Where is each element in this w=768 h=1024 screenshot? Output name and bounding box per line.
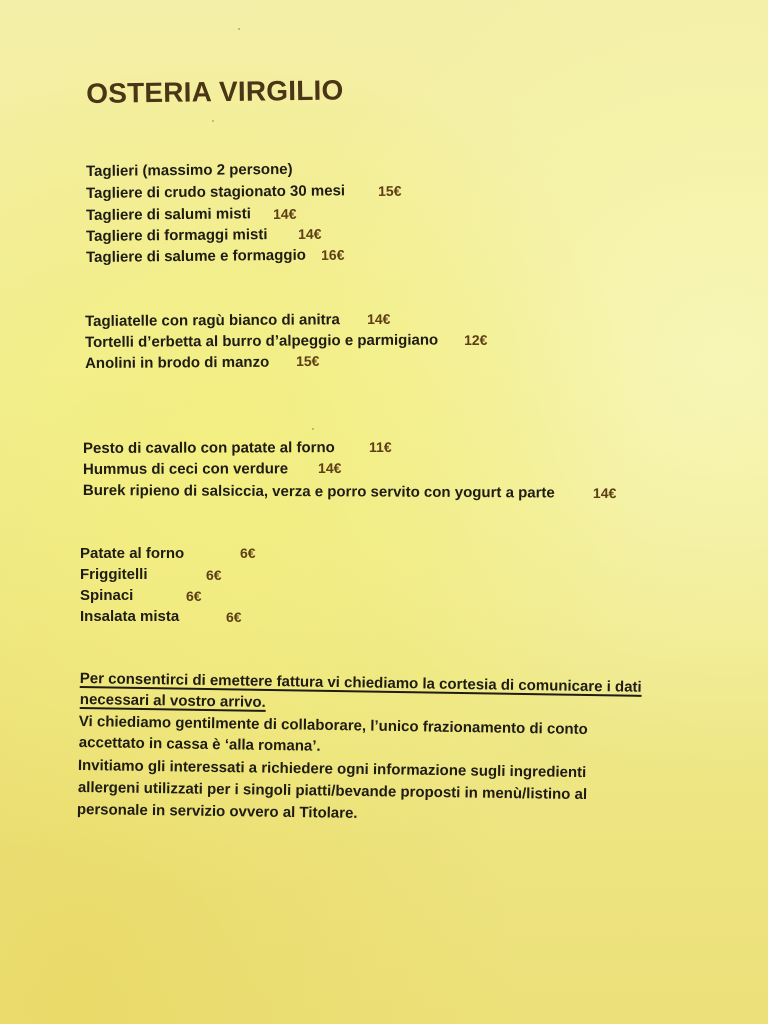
menu-item-name: Tortelli d’erbetta al burro d’alpeggio e parmigiano [85, 331, 439, 351]
menu-item-name: Hummus di ceci con verdure [83, 460, 289, 478]
menu-item-name: Tagliere di salume e formaggio [86, 246, 306, 266]
menu-item-price: 15€ [378, 182, 402, 199]
menu-item-price: 6€ [226, 609, 242, 625]
paper-speck [238, 28, 240, 30]
menu-item-price: 14€ [273, 205, 297, 222]
menu-item-price: 6€ [186, 588, 202, 604]
menu-item-name: Patate al forno [80, 545, 185, 562]
invoice-note-line: necessari al vostro arrivo. [79, 691, 266, 711]
menu-item-name: Insalata mista [80, 608, 180, 625]
menu-item-name: Friggitelli [80, 566, 148, 583]
section-heading-taglieri: Taglieri (massimo 2 persone) [86, 160, 293, 180]
allergen-note-line: allergeni utilizzati per i singoli piatti/bevande proposti in menù/listino al [77, 779, 588, 804]
menu-item-price: 6€ [240, 545, 256, 561]
menu-item-price: 16€ [321, 246, 345, 263]
menu-item-price: 14€ [367, 310, 391, 327]
allergen-note-line: Invitiamo gli interessati a richiedere ogni informazione sugli ingredienti [77, 757, 587, 782]
menu-item-price: 14€ [318, 459, 342, 476]
menu-item-price: 12€ [464, 331, 488, 348]
menu-item-price: 11€ [369, 438, 392, 455]
invoice-note-line: Per consentirci di emettere fattura vi chiediamo la cortesia di comunicare i dati [79, 670, 642, 696]
menu-item-price: 15€ [296, 352, 320, 369]
menu-item-price: 6€ [206, 567, 222, 583]
payment-note-line: Vi chiediamo gentilmente di collaborare, l’unico frazionamento di conto [78, 713, 588, 738]
menu-item-name: Tagliere di formaggi misti [86, 226, 268, 245]
menu-item-name: Tagliere di crudo stagionato 30 mesi [86, 182, 346, 202]
menu-item-name: Burek ripieno di salsiccia, verza e porro servito con yogurt a parte [82, 482, 555, 502]
payment-note-line: accettato in cassa è ‘alla romana’. [78, 734, 321, 755]
menu-item-name: Spinaci [80, 587, 134, 604]
allergen-note-line: personale in servizio ovvero al Titolare. [76, 801, 358, 822]
menu-item-name: Tagliere di salumi misti [86, 205, 251, 224]
paper-speck [312, 428, 314, 430]
menu-item-name: Tagliatelle con ragù bianco di anitra [85, 311, 340, 330]
menu-item-name: Anolini in brodo di manzo [85, 353, 270, 372]
menu-item-name: Pesto di cavallo con patate al forno [83, 439, 335, 457]
restaurant-title: OSTERIA VIRGILIO [86, 74, 344, 109]
menu-item-price: 14€ [592, 485, 617, 502]
paper-speck [212, 120, 214, 122]
menu-item-price: 14€ [298, 225, 322, 242]
